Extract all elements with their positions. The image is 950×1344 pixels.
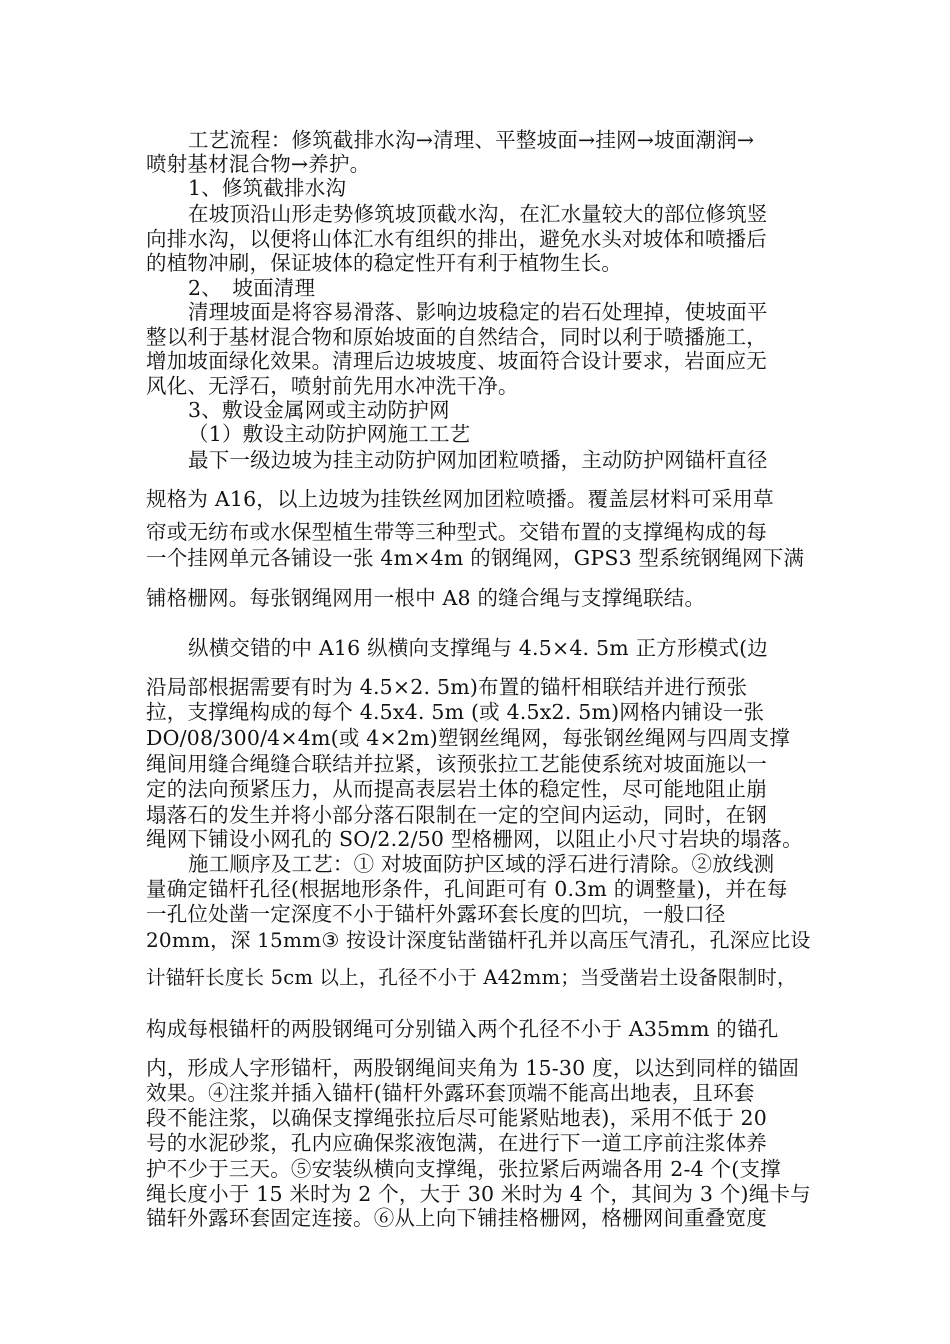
paragraph-line: 拉，支撑绳构成的每个 4.5x4. 5m (或 4.5x2. 5m)网格内铺设一张	[146, 700, 765, 724]
paragraph-line: 塌落石的发生并将小部分落石限制在一定的空间内运动，同时，在钢	[146, 803, 767, 827]
paragraph-line: 20mm，深 15mm③ 按设计深度钻凿锚杆孔并以高压气清孔，孔深应比设	[146, 928, 811, 952]
section-heading: 1、修筑截排水沟	[188, 176, 347, 200]
paragraph-line: 增加坡面绿化效果。清理后边坡坡度、坡面符合设计要求，岩面应无	[146, 349, 767, 373]
paragraph-line: 内，形成人字形锚杆，两股钢绳间夹角为 15-30 度，以达到同样的锚固	[146, 1056, 800, 1080]
paragraph-line: 规格为 A16，以上边坡为挂铁丝网加团粒喷播。覆盖层材料可采用草	[146, 487, 774, 511]
subsection-heading: （1）敷设主动防护网施工工艺	[188, 422, 471, 446]
paragraph-line: 帘或无纺布或水保型植生带等三种型式。交错布置的支撑绳构成的每	[146, 520, 767, 544]
paragraph-line: 一个挂网单元各铺设一张 4m×4m 的钢绳网，GPS3 型系统钢绳网下满	[146, 546, 805, 570]
paragraph-line: 构成每根锚杆的两股钢绳可分别锚入两个孔径不小于 A35mm 的锚孔	[146, 1017, 779, 1041]
paragraph-line: 效果。④注浆并插入锚杆(锚杆外露环套顶端不能高出地表，且环套	[146, 1081, 755, 1105]
paragraph-line: 在坡顶沿山形走势修筑坡顶截水沟，在汇水量较大的部位修筑竖	[188, 202, 768, 226]
paragraph-line: 施工顺序及工艺：① 对坡面防护区域的浮石进行清除。②放线测	[188, 852, 775, 876]
paragraph-line: 工艺流程：修筑截排水沟→清理、平整坡面→挂网→坡面潮润→	[188, 128, 755, 152]
paragraph-line: 风化、无浮石，喷射前先用水冲洗干净。	[146, 374, 519, 398]
paragraph-line: 最下一级边坡为挂主动防护网加团粒喷播，主动防护网锚杆直径	[188, 448, 768, 472]
paragraph-line: 量确定锚杆孔径(根据地形条件，孔间距可有 0.3m 的调整量)，并在每	[146, 877, 788, 901]
paragraph-line: 清理坡面是将容易滑落、影响边坡稳定的岩石处理掉，使坡面平	[188, 300, 768, 324]
paragraph-line: 绳网下铺设小网孔的 SO/2.2/50 型格栅网，以阻止小尺寸岩块的塌落。	[146, 827, 803, 851]
paragraph-line: 绳间用缝合绳缝合联结并拉紧，该预张拉工艺能使系统对坡面施以一	[146, 752, 767, 776]
paragraph-line: 一孔位处凿一定深度不小于锚杆外露环套长度的凹坑，一般口径	[146, 902, 726, 926]
paragraph-line: 计锚轩长度长 5cm 以上，孔径不小于 A42mm；当受凿岩土设备限制时，	[146, 966, 797, 989]
paragraph-line: 沿局部根据需要有时为 4.5×2. 5m)布置的锚杆相联结并进行预张	[146, 675, 748, 699]
paragraph-line: 号的水泥砂浆，孔内应确保浆液饱满，在进行下一道工序前注浆体养	[146, 1131, 767, 1155]
paragraph-line: 向排水沟，以便将山体汇水有组织的排出，避免水头对坡体和喷播后	[146, 227, 767, 251]
section-heading: 2、 坡面清理	[188, 276, 316, 300]
paragraph-line: 铺格栅网。每张钢绳网用一根中 A8 的缝合绳与支撑绳联结。	[146, 586, 706, 610]
paragraph-line: 护不少于三天。⑤安装纵横向支撑绳，张拉紧后两端各用 2-4 个(支撑	[146, 1157, 781, 1181]
paragraph-line: 喷射基材混合物→养护。	[146, 152, 371, 176]
paragraph-line: DO/08/300/4×4m(或 4×2m)塑钢丝绳网，每张钢丝绳网与四周支撑	[146, 726, 790, 750]
paragraph-line: 定的法向预紧压力，从而提高表层岩土体的稳定性，尽可能地阻止崩	[146, 777, 767, 801]
paragraph-line: 的植物冲刷，保证坡体的稳定性幵有利于植物生长。	[146, 251, 623, 275]
section-heading: 3、敷设金属网或主动防护网	[188, 398, 450, 422]
paragraph-line: 绳长度小于 15 米时为 2 个，大于 30 米时为 4 个，其间为 3 个)绳卡与	[146, 1182, 811, 1206]
paragraph-line: 纵横交错的中 A16 纵横向支撑绳与 4.5×4. 5m 正方形模式(边	[188, 636, 768, 660]
paragraph-line: 整以利于基材混合物和原始坡面的自然结合，同时以利于喷播施工，	[146, 325, 767, 349]
paragraph-line: 锚轩外露环套固定连接。⑥从上向下铺挂格栅网，格栅网间重叠宽度	[146, 1206, 767, 1230]
paragraph-line: 段不能注浆，以确保支撑绳张拉后尽可能紧贴地表)，采用不低于 20	[146, 1106, 767, 1130]
